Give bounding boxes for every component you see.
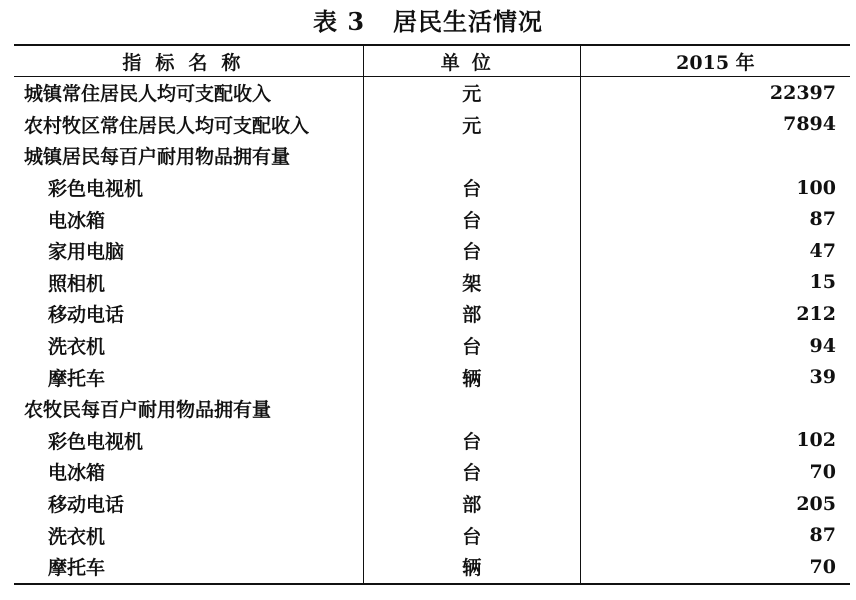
value-cell: 47 xyxy=(809,239,836,262)
value-cell: 94 xyxy=(809,334,836,357)
value-cell xyxy=(580,393,850,425)
unit-cell: 台 xyxy=(363,425,580,457)
indicator-cell: 电冰箱 xyxy=(48,462,106,485)
cut-off-text-below xyxy=(14,586,850,600)
table-number: 表 3 xyxy=(312,7,366,36)
unit-cell: 元 xyxy=(363,77,580,109)
unit-cell: 台 xyxy=(363,330,580,362)
value-cell: 39 xyxy=(809,366,836,389)
unit-cell xyxy=(363,393,580,425)
indicator-cell: 摩托车 xyxy=(14,551,363,584)
header-unit: 单位 xyxy=(363,45,580,77)
value-cell: 7894 xyxy=(783,113,836,136)
table-row xyxy=(14,140,850,172)
indicator-cell: 摩托车 xyxy=(48,367,106,390)
table-row xyxy=(14,77,850,109)
table-row xyxy=(14,488,850,520)
value-cell: 70 xyxy=(580,551,850,584)
table-row xyxy=(14,172,850,204)
indicator-cell: 洗衣机 xyxy=(48,525,106,548)
value-cell: 87 xyxy=(809,208,836,231)
unit-cell: 台 xyxy=(363,235,580,267)
table-row xyxy=(14,203,850,235)
unit-cell: 元 xyxy=(363,109,580,141)
indicator-cell: 农牧民每百户耐用物品拥有量 xyxy=(24,399,272,422)
table-row xyxy=(14,298,850,330)
unit-cell xyxy=(363,140,580,172)
table-row xyxy=(14,425,850,457)
table-row xyxy=(14,551,850,584)
table-row xyxy=(14,361,850,393)
table-row xyxy=(14,267,850,299)
unit-cell: 部 xyxy=(363,488,580,520)
table-body xyxy=(14,77,850,584)
indicator-cell: 彩色电视机 xyxy=(48,430,144,453)
value-cell: 205 xyxy=(796,492,836,515)
value-cell: 102 xyxy=(796,429,836,452)
table-row xyxy=(14,330,850,362)
value-cell: 87 xyxy=(809,524,836,547)
indicator-cell: 电冰箱 xyxy=(48,209,106,232)
unit-cell: 台 xyxy=(363,456,580,488)
table-row xyxy=(14,109,850,141)
table-title-text: 居民生活情况 xyxy=(393,7,544,36)
unit-cell: 部 xyxy=(363,298,580,330)
value-cell: 212 xyxy=(796,302,836,325)
unit-cell: 台 xyxy=(363,203,580,235)
unit-cell: 台 xyxy=(363,519,580,551)
indicator-cell: 移动电话 xyxy=(48,494,125,517)
table-row xyxy=(14,456,850,488)
indicator-cell: 农村牧区常住居民人均可支配收入 xyxy=(24,114,310,137)
table-title xyxy=(0,2,856,37)
unit-cell: 架 xyxy=(363,267,580,299)
indicator-cell: 城镇常住居民人均可支配收入 xyxy=(24,83,272,106)
indicator-cell: 洗衣机 xyxy=(48,336,106,359)
table-row xyxy=(14,519,850,551)
unit-cell: 辆 xyxy=(363,551,580,584)
living-conditions-table xyxy=(14,44,850,585)
table-row xyxy=(14,393,850,425)
indicator-cell: 移动电话 xyxy=(48,304,125,327)
header-row xyxy=(14,45,850,77)
value-cell: 100 xyxy=(796,176,836,199)
indicator-cell: 彩色电视机 xyxy=(48,178,144,201)
value-cell: 70 xyxy=(809,460,836,483)
value-cell: 22397 xyxy=(769,81,836,104)
indicator-cell: 照相机 xyxy=(48,272,106,295)
indicator-cell: 城镇居民每百户耐用物品拥有量 xyxy=(24,146,291,169)
indicator-cell: 家用电脑 xyxy=(48,241,125,264)
header-year: 2015 年 xyxy=(580,45,850,77)
table-row xyxy=(14,235,850,267)
unit-cell: 台 xyxy=(363,172,580,204)
unit-cell: 辆 xyxy=(363,361,580,393)
header-indicator: 指标名称 xyxy=(14,45,363,77)
value-cell: 15 xyxy=(809,271,836,294)
value-cell xyxy=(580,140,850,172)
